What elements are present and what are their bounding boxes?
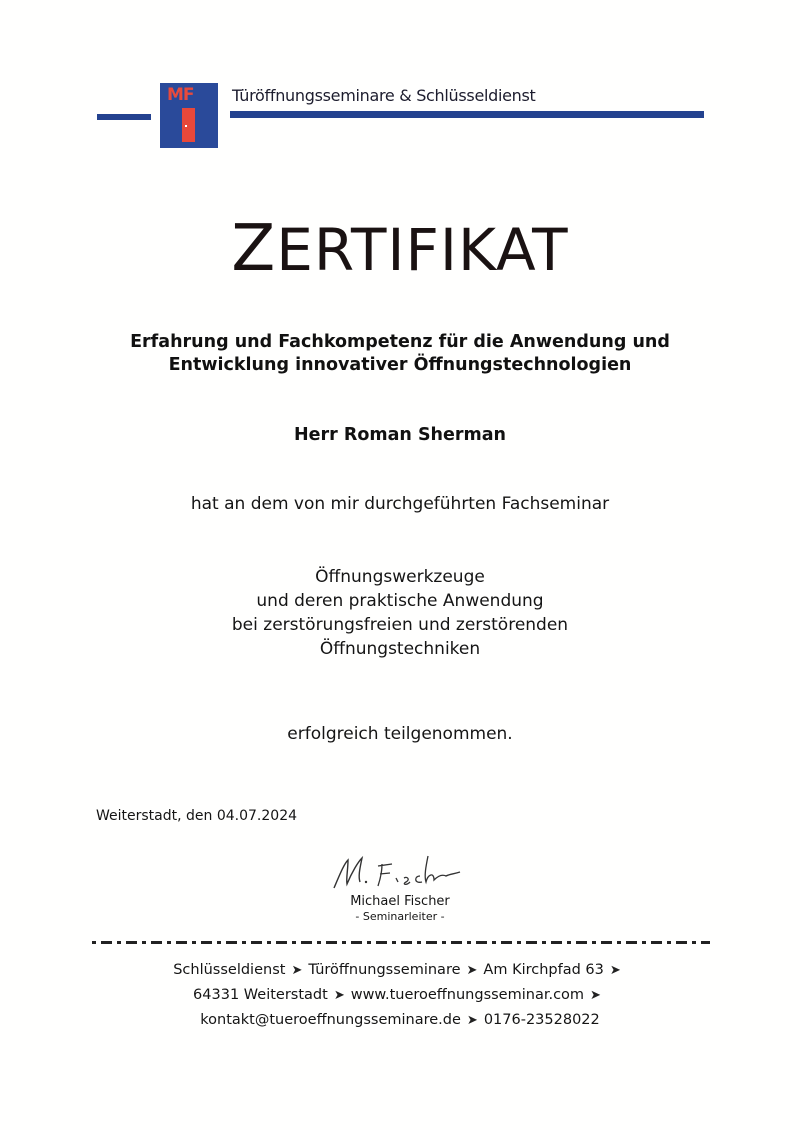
logo-letters: MF	[167, 85, 194, 105]
brand-name: Türöffnungsseminare & Schlüsseldienst	[232, 86, 536, 105]
certificate-subtitle: Erfahrung und Fachkompetenz für die Anwendung und Entwicklung innovativer Öffnungstechnologien	[130, 332, 670, 375]
dashed-divider	[92, 941, 710, 944]
certificate-title: ZERTIFIKAT	[231, 212, 569, 286]
website-link[interactable]: www.tueroeffnungsseminar.com	[350, 987, 585, 1003]
signer-name: Michael Fischer	[350, 894, 450, 909]
signature-icon	[330, 852, 470, 894]
seminar-title: Öffnungswerkzeuge und deren praktische Anwendung bei zerstörungsfreien und zerstörenden Öffnungstechniken	[231, 567, 569, 659]
arrowhead-icon: ➤	[590, 988, 601, 1003]
arrowhead-icon: ➤	[609, 963, 621, 978]
company-logo	[160, 83, 218, 148]
place-date: Weiterstadt, den 04.07.2024	[96, 808, 298, 824]
arrowhead-icon: ➤	[291, 963, 303, 978]
arrowhead-icon: ➤	[466, 1013, 478, 1028]
outcome-text: erfolgreich teilgenommen.	[287, 724, 513, 744]
footer-line-2: 64331 Weiterstadt ➤ www.tueroeffnungsseminar.com ➤	[193, 987, 601, 1003]
header-rule-right	[230, 111, 704, 118]
footer-line-1: Schlüsseldienst ➤ Türöffnungsseminare ➤ Am Kirchpfad 63 ➤	[173, 962, 621, 978]
arrowhead-icon: ➤	[333, 988, 345, 1003]
email-link[interactable]: kontakt@tueroeffnungsseminare.de	[200, 1012, 461, 1028]
door-icon	[182, 108, 195, 142]
header-rule-left	[97, 114, 151, 120]
intro-text: hat an dem von mir durchgeführten Fachseminar	[190, 494, 610, 514]
footer-line-3	[0, 1012, 800, 1028]
phone-number: 0176-23528022	[483, 1012, 600, 1028]
signer-role: - Seminarleiter -	[355, 910, 445, 923]
arrowhead-icon: ➤	[466, 963, 478, 978]
recipient-name: Herr Roman Sherman	[293, 425, 507, 445]
